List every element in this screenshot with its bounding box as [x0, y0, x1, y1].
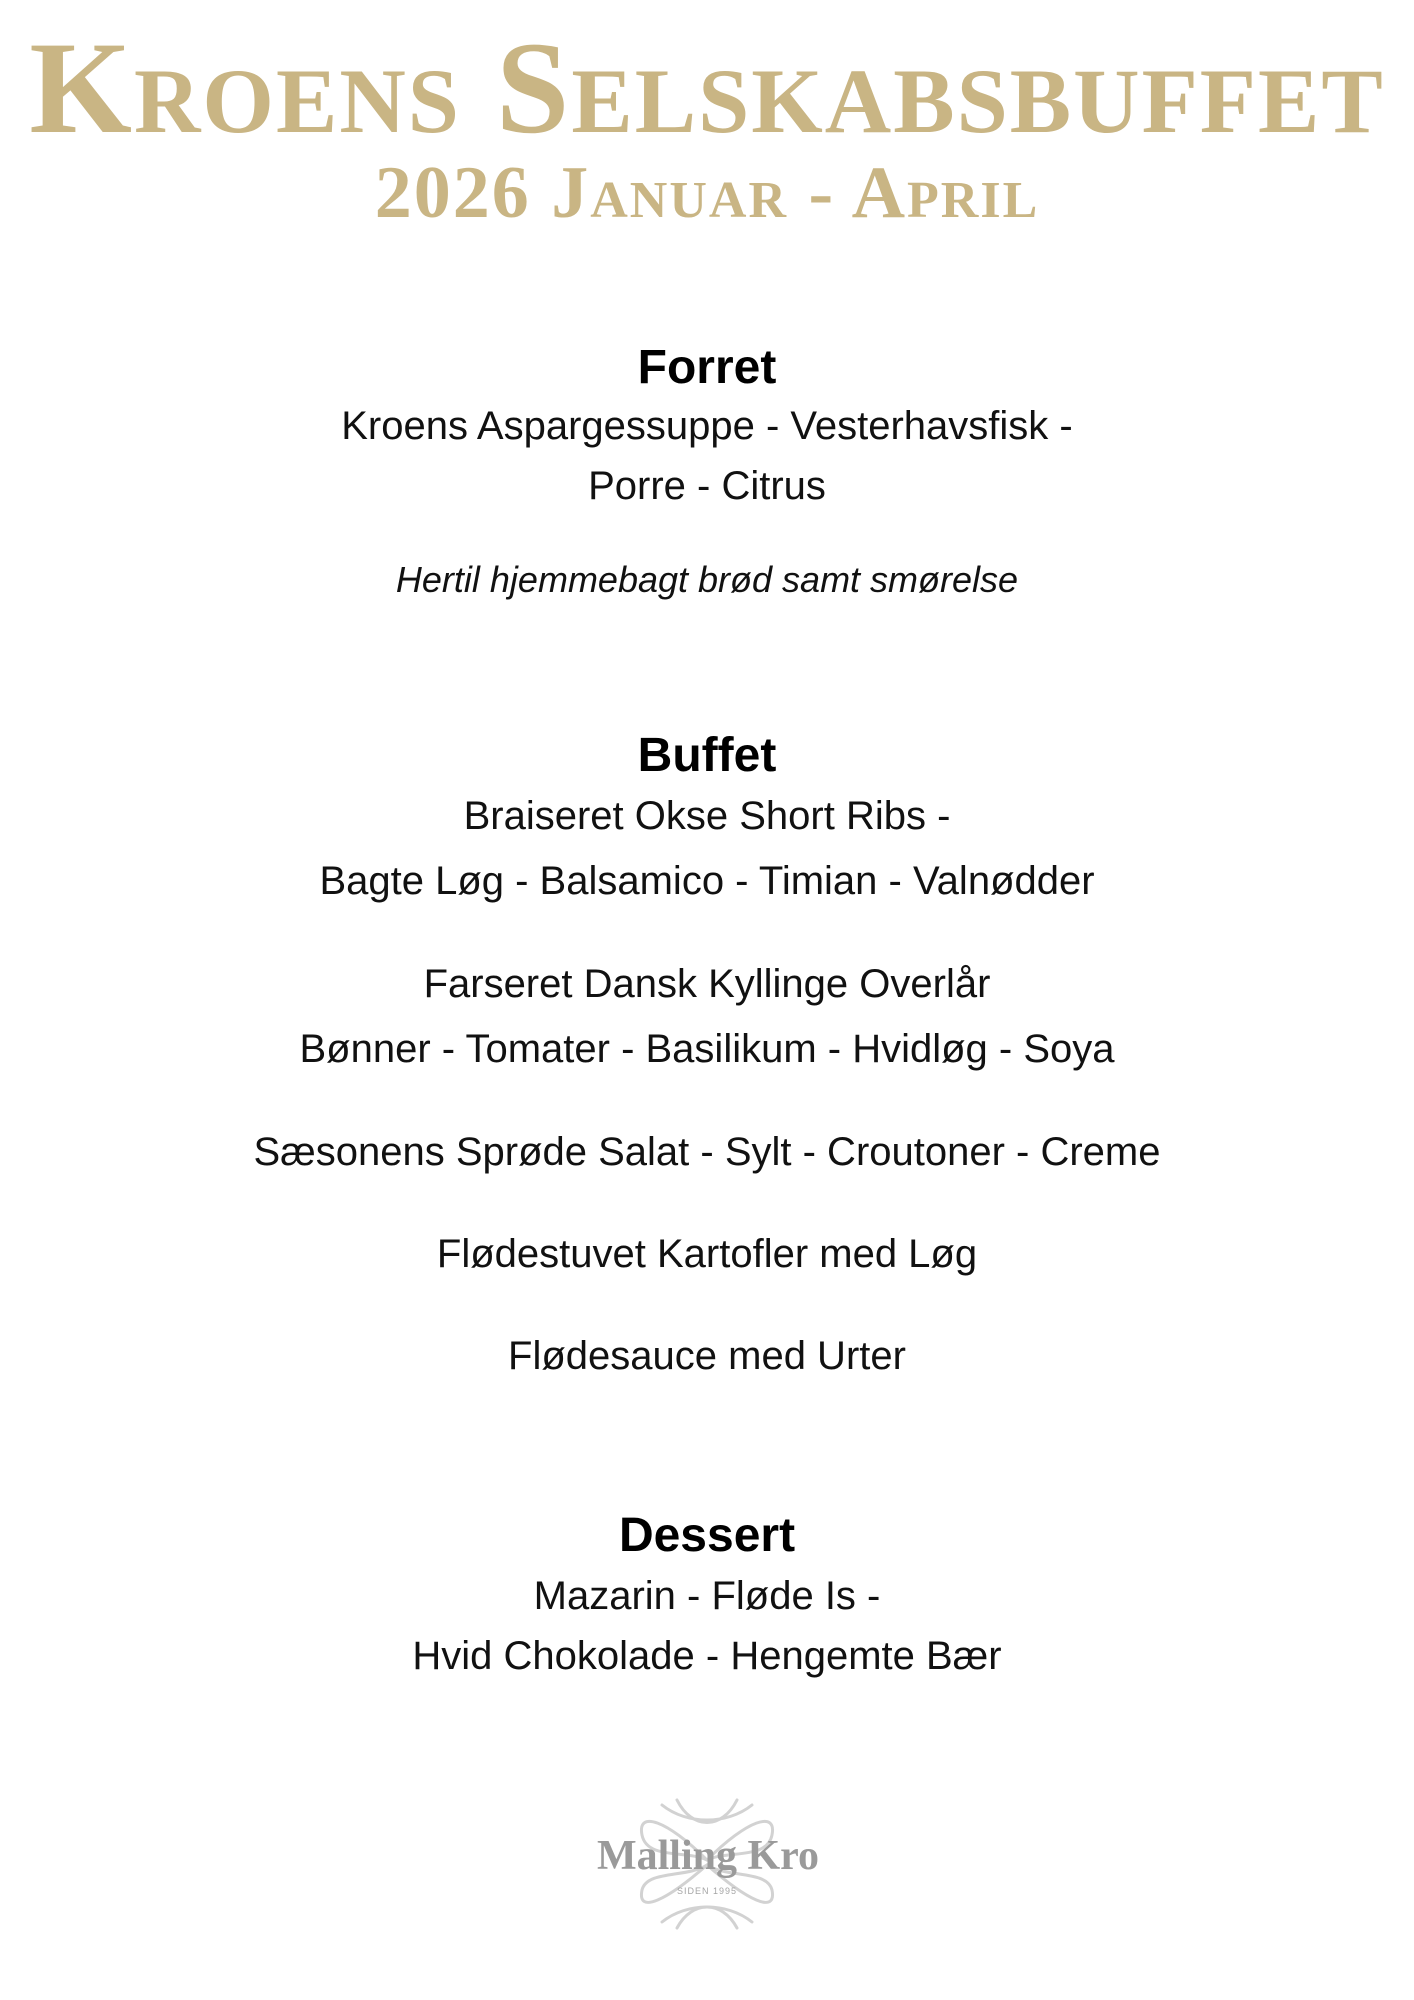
- logo-tagline: SIDEN 1995: [676, 1886, 738, 1896]
- buffet-line: Flødesauce med Urter: [508, 1334, 906, 1378]
- buffet-line: Bønner - Tomater - Basilikum - Hvidløg - Soya: [299, 1027, 1115, 1071]
- dessert-heading: Dessert: [618, 1509, 796, 1562]
- page-subtitle: 2026 Januar - April: [374, 152, 1040, 234]
- dessert-line: Hvid Chokolade - Hengemte Bær: [412, 1634, 1002, 1678]
- malling-kro-logo: [597, 1790, 820, 1935]
- buffet-line: Bagte Løg - Balsamico - Timian - Valnødder: [319, 859, 1095, 903]
- dessert-line: Mazarin - Fløde Is -: [533, 1574, 881, 1618]
- logo-name: Malling Kro: [597, 1833, 820, 1879]
- forret-line: Kroens Aspargessuppe - Vesterhavsfisk -: [341, 404, 1073, 448]
- buffet-line: Braiseret Okse Short Ribs -: [463, 794, 951, 838]
- forret-note: Hertil hjemmebagt brød samt smørelse: [395, 559, 1019, 600]
- buffet-heading: Buffet: [637, 729, 777, 782]
- buffet-line: Sæsonens Sprøde Salat - Sylt - Croutoner - Creme: [253, 1130, 1161, 1174]
- buffet-line: Flødestuvet Kartofler med Løg: [436, 1232, 978, 1276]
- buffet-line: Farseret Dansk Kyllinge Overlår: [423, 962, 991, 1006]
- page-title: Kroens Selskabsbuffet: [29, 14, 1385, 161]
- forret-heading: Forret: [637, 341, 777, 394]
- forret-line: Porre - Citrus: [588, 464, 826, 508]
